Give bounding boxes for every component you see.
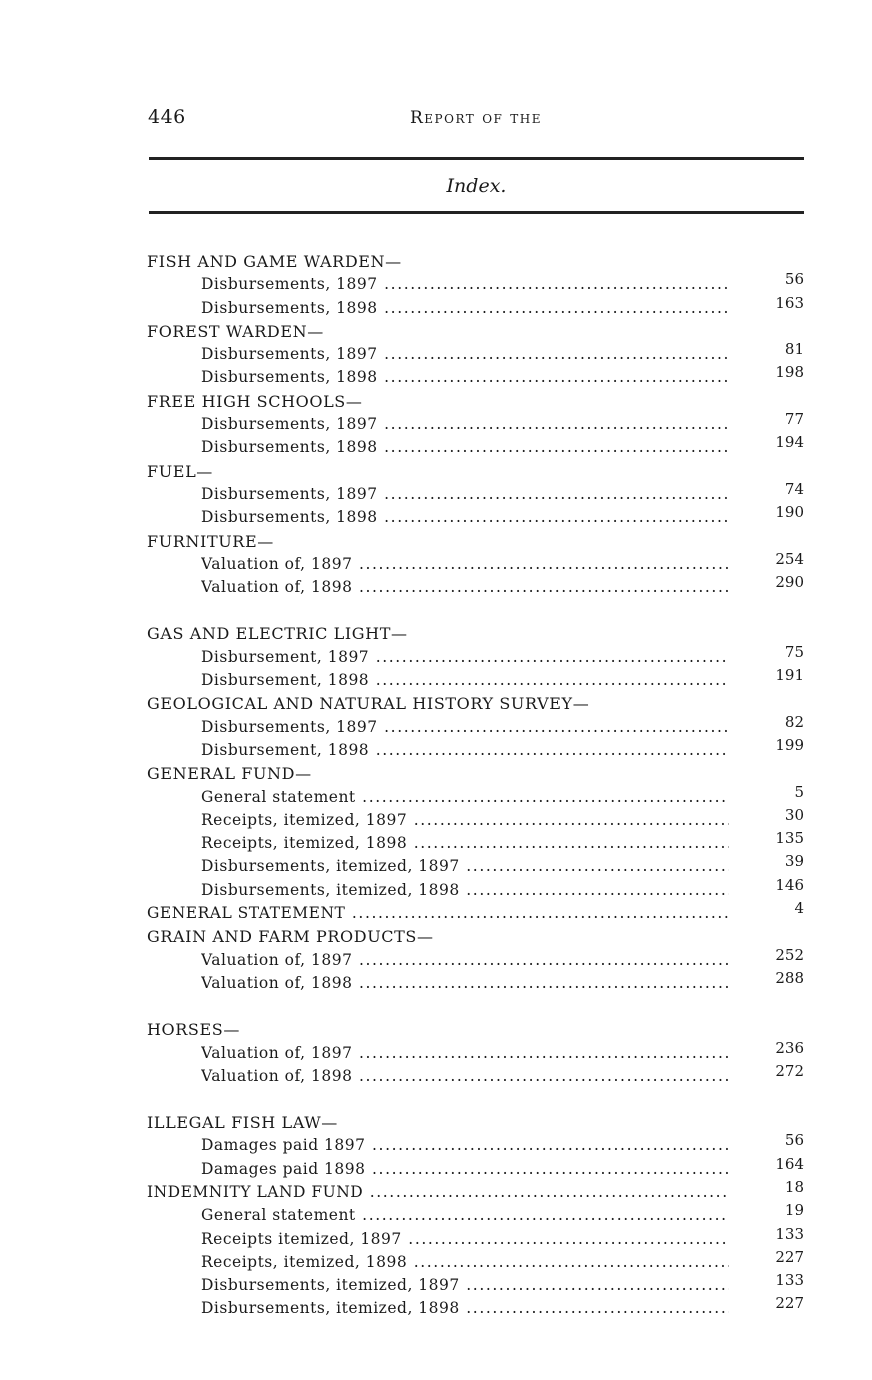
index-entry	[0, 805, 872, 832]
entry-page-number: 4	[794, 899, 804, 918]
entry-label: Disbursements, itemized, 1898 .....	[201, 1297, 729, 1320]
entry-label: Disbursements, 1897 .....	[201, 716, 729, 739]
index-block	[0, 622, 872, 995]
entry-label: Damages paid 1898 .....	[201, 1158, 729, 1181]
index-entry	[0, 852, 872, 878]
index-heading: FUEL—	[147, 461, 213, 481]
entry-page-number: 56	[784, 1131, 804, 1150]
index-entry	[0, 1271, 872, 1297]
entry-label: Valuation of, 1897 .....	[201, 553, 729, 576]
entry-page-number: 164	[775, 1154, 804, 1173]
index-entry	[0, 1061, 872, 1088]
index-heading: GEOLOGICAL AND NATURAL HISTORY SURVEY—	[147, 694, 590, 714]
index-entry	[0, 782, 872, 809]
entry-page-number: 163	[775, 293, 804, 312]
page-number: 446	[148, 106, 186, 128]
entry-page-number: 18	[784, 1177, 804, 1196]
entry-label: Disbursements, 1898 .....	[201, 506, 729, 529]
entry-label: Valuation of, 1897 .....	[201, 1042, 729, 1065]
index-entry	[0, 293, 872, 320]
entry-label: Receipts itemized, 1897 .....	[201, 1228, 729, 1251]
index-top-entry	[0, 899, 872, 925]
entry-label: General statement .....	[201, 786, 729, 809]
index-entry	[0, 829, 872, 855]
index-heading: GAS AND ELECTRIC LIGHT—	[147, 624, 408, 644]
entry-label: Disbursements, 1898 .....	[201, 436, 729, 459]
index-entry	[0, 433, 872, 459]
index-heading: GRAIN AND FARM PRODUCTS—	[147, 927, 434, 947]
index-entry	[0, 968, 872, 995]
entry-label: Damages paid 1897 .....	[201, 1134, 729, 1157]
entry-page-number: 199	[775, 735, 804, 754]
index-entry	[0, 1201, 872, 1227]
entry-page-number: 19	[784, 1201, 804, 1220]
index-entry	[0, 549, 872, 576]
entry-label: INDEMNITY LAND FUND .....	[147, 1181, 729, 1204]
index-entry	[0, 410, 872, 436]
entry-label: Receipts, itemized, 1898 .....	[201, 1251, 729, 1274]
entry-label: Disbursements, itemized, 1897 .....	[201, 1274, 729, 1297]
index-entry	[0, 270, 872, 296]
entry-label: Receipts, itemized, 1897 .....	[201, 809, 729, 832]
index-entry	[0, 735, 872, 762]
entry-label: Disbursements, 1898 .....	[201, 297, 729, 320]
entry-label: Disbursements, 1897 .....	[201, 343, 729, 366]
index-heading: FOREST WARDEN—	[147, 321, 324, 341]
entry-label: Disbursements, 1898 .....	[201, 366, 729, 389]
entry-page-number: 190	[775, 503, 804, 522]
index-heading: FURNITURE—	[147, 531, 274, 551]
index-entry	[0, 875, 872, 902]
entry-page-number: 191	[775, 666, 804, 685]
entry-page-number: 56	[784, 270, 804, 289]
entry-label: Disbursements, 1897 .....	[201, 483, 729, 506]
entry-page-number: 75	[784, 642, 804, 661]
index-block	[0, 1111, 872, 1321]
entry-page-number: 272	[775, 1061, 804, 1080]
index-entry	[0, 642, 872, 669]
index-entry	[0, 1154, 872, 1181]
entry-page-number: 198	[775, 363, 804, 382]
entry-page-number: 133	[775, 1271, 804, 1290]
entry-page-number: 290	[775, 573, 804, 592]
index-heading: GENERAL FUND—	[147, 764, 312, 784]
index-block	[0, 250, 872, 599]
entry-page-number: 288	[775, 968, 804, 987]
entry-label: Valuation of, 1898 .....	[201, 1065, 729, 1088]
index-entry	[0, 712, 872, 739]
index-top-entry	[0, 1177, 872, 1204]
entry-page-number: 146	[775, 875, 804, 894]
index-entry	[0, 1038, 872, 1065]
entry-label: Disbursements, 1897 .....	[201, 413, 729, 436]
index-entry	[0, 1224, 872, 1251]
index-heading: FISH AND GAME WARDEN—	[147, 252, 402, 271]
entry-label: Valuation of, 1897 .....	[201, 949, 729, 972]
entry-page-number: 5	[794, 782, 804, 801]
index-entry	[0, 573, 872, 599]
entry-page-number: 77	[784, 410, 804, 429]
index-heading: ILLEGAL FISH LAW—	[147, 1113, 338, 1133]
entry-page-number: 252	[775, 945, 804, 964]
running-title: Report of the	[410, 108, 542, 128]
index-entry	[0, 503, 872, 529]
entry-label: General statement .....	[201, 1204, 729, 1227]
index-heading: FREE HIGH SCHOOLS—	[147, 391, 363, 411]
section-title: Index.	[446, 175, 507, 197]
entry-label: Disbursement, 1898 .....	[201, 739, 729, 762]
entry-label: Valuation of, 1898 .....	[201, 972, 729, 995]
top-rule	[149, 157, 804, 160]
entry-page-number: 236	[775, 1038, 804, 1057]
index-block	[0, 1018, 872, 1088]
entry-label: Disbursement, 1897 .....	[201, 646, 729, 669]
entry-page-number: 81	[784, 340, 804, 359]
index-entry	[0, 666, 872, 692]
index-heading: HORSES—	[147, 1020, 240, 1040]
entry-label: Disbursements, itemized, 1897 .....	[201, 855, 729, 878]
entry-page-number: 30	[784, 805, 804, 824]
entry-label: Valuation of, 1898 .....	[201, 576, 729, 599]
entry-label: Disbursements, 1897 .....	[201, 273, 729, 296]
entry-page-number: 227	[775, 1294, 804, 1313]
index-entry	[0, 945, 872, 972]
index-entry	[0, 1294, 872, 1320]
entry-page-number: 135	[775, 829, 804, 848]
bottom-rule	[149, 211, 804, 214]
index-entry	[0, 1131, 872, 1157]
entry-page-number: 74	[784, 479, 804, 498]
entry-label: Disbursements, itemized, 1898 .....	[201, 879, 729, 902]
entry-page-number: 133	[775, 1224, 804, 1243]
entry-label: GENERAL STATEMENT .....	[147, 902, 729, 925]
index-entry	[0, 340, 872, 366]
index-entry	[0, 363, 872, 389]
index-entry	[0, 479, 872, 506]
entry-page-number: 82	[784, 712, 804, 731]
entry-page-number: 39	[784, 852, 804, 871]
entry-page-number: 227	[775, 1247, 804, 1266]
entry-label: Disbursement, 1898 .....	[201, 669, 729, 692]
entry-label: Receipts, itemized, 1898 .....	[201, 832, 729, 855]
entry-page-number: 194	[775, 433, 804, 452]
index-entries	[0, 250, 872, 1344]
entry-page-number: 254	[775, 549, 804, 568]
index-entry	[0, 1247, 872, 1274]
